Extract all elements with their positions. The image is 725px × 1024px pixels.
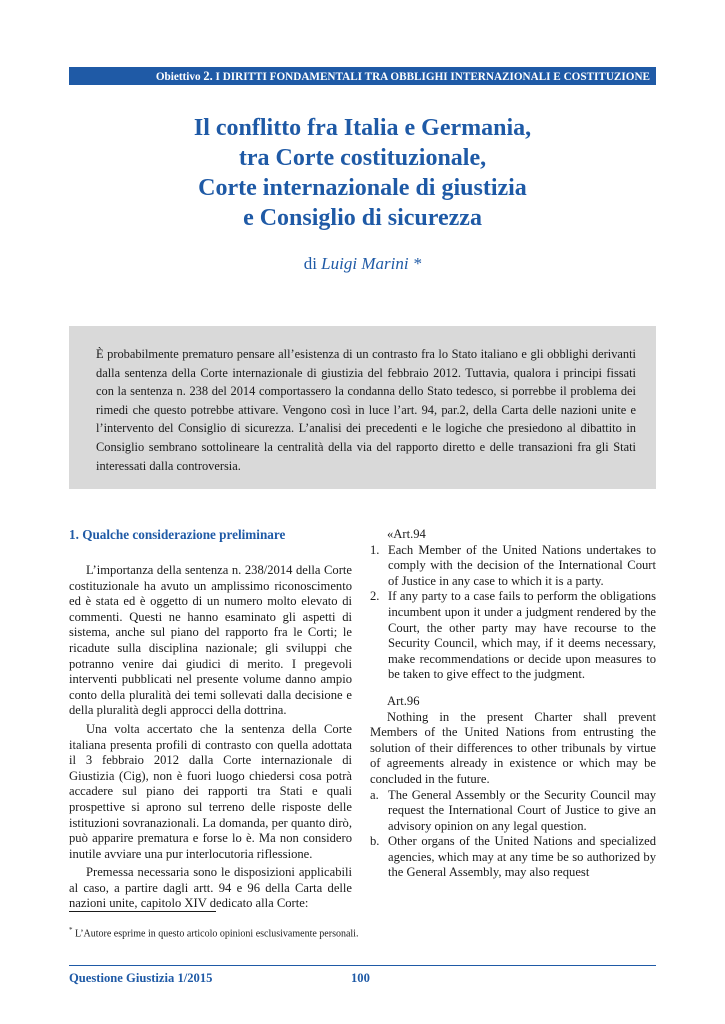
footnote-text: L’Autore esprime in questo articolo opinioni esclusivamente personali.: [75, 928, 359, 940]
byline-prefix: di: [303, 254, 317, 273]
objective-label: Obiettivo: [155, 71, 201, 83]
title-line: e Consiglio di sicurezza: [243, 205, 482, 231]
right-column: [370, 527, 656, 881]
art96-list: [370, 788, 656, 882]
list-item-text: Other organs of the United Nations and specialized agencies, which may at any time be so authorized by the General Assembly, may also request: [388, 834, 656, 880]
art94-list: [370, 543, 656, 683]
art96-intro: Nothing in the present Charter shall prevent Members of the United Nations from entrusting the solution of their differences to other tribunals by virtue of agreements already in existence or which may be concluded in the future.: [370, 709, 656, 786]
list-item-number: 1.: [370, 542, 380, 557]
footer-divider: [69, 965, 656, 966]
section-heading: 1. Qualche considerazione preliminare: [69, 527, 286, 542]
list-item: [370, 589, 656, 683]
objective-title: I DIRITTI FONDAMENTALI TRA OBBLIGHI INTERNAZIONALI E COSTITUZIONE: [215, 71, 650, 83]
body-paragraph: L’importanza della sentenza n. 238/2014 della Corte costituzionale ha avuto un amplissimo riconoscimento ed è stata ed è oggetto di un numero molto elevato di commenti. Questi ne hanno esaminato gli aspetti di sistema, anche sul piano del rapporto fra le Corti; le ricadute sulla disciplina nazionale; gli sviluppi che potranno venire dai giudici di merito. I pregevoli interventi pubblicati nel presente volume danno ampio conto della pluralità dei temi sollevati dalla decisione e della pluralità degli approcci della dottrina.: [69, 563, 352, 718]
list-item-text: The General Assembly or the Security Council may request the International Court of Justice to give an advisory opinion on any legal question.: [388, 787, 656, 833]
list-item: [370, 834, 656, 881]
list-item-number: b.: [370, 834, 380, 849]
spacer: [370, 683, 656, 694]
body-paragraph: Una volta accertato che la sentenza della Corte italiana presenta profili di contrasto con quella adottata il 3 febbraio 2012 dalla Corte internazionale di Giustizia (Cig), non è fuori luogo chiedersi cosa potrà accadere sul piano dei rapporti tra Stati e quali prospettive si aprono sul terreno delle risposte delle istituzioni sovranazionali. La domanda, per quanto dirò, può apparire prematura e forse lo è. Ma non considero inutile avviare una pur interlocutoria riflessione.: [69, 721, 352, 861]
title-line: Il conflitto fra Italia e Germania,: [193, 115, 532, 141]
list-item-number: 2.: [370, 589, 380, 604]
abstract-text: È probabilmente prematuro pensare all’esistenza di un contrasto fra lo Stato italiano e gli obblighi derivanti dalla sentenza della Corte internazionale di giustizia del febbraio 2012. Tuttavia, qualora i principi fissati con la sentenza n. 238 del 2014 comportassero la condanna dello Stato tedesco, si porrebbe il problema dei rimedi che questo potrebbe attivare. Vengono così in luce l’art. 94, par.2, della Carta delle nazioni unite e l’intervento del Consiglio di sicurezza. L’analisi dei precedenti e le logiche che presiedono al dibattito in Consiglio sembrano sottolineare la centralità della via del rapporto diretto e delle transazioni fra gli Stati interessati dalla controversia.: [96, 347, 636, 473]
abstract-box: [69, 326, 656, 489]
art96-heading: Art.96: [387, 693, 420, 708]
art94-heading: «Art.94: [387, 527, 426, 541]
body-paragraph: Premessa necessaria sono le disposizioni applicabili al caso, a partire dagli artt. 94 e 96 della Carta delle nazioni unite, capitolo XIV dedicato alla Corte:: [69, 865, 352, 911]
footnote-divider: [69, 911, 216, 912]
title-line: tra Corte costituzionale,: [238, 145, 487, 171]
byline: [69, 254, 656, 274]
page-number: 100: [351, 971, 370, 985]
author-name: Luigi Marini *: [321, 254, 422, 273]
section-header-banner: [69, 67, 656, 85]
footer-journal-title: Questione Giustizia 1/2015: [69, 971, 213, 985]
list-item-number: a.: [370, 787, 379, 802]
list-item: [370, 543, 656, 590]
title-line: Corte internazionale di giustizia: [198, 175, 527, 201]
objective-number: 2.: [203, 69, 213, 83]
list-item-text: If any party to a case fails to perform the obligations incumbent upon it under a judgment rendered by the Court, the other party may have recourse to the Security Council, which may, if it deems necessary, make recommendations or decide upon measures to be taken to give effect to the judgment.: [388, 589, 656, 682]
list-item-text: Each Member of the United Nations undertakes to comply with the decision of the International Court of Justice in any case to which it is a party.: [388, 542, 656, 588]
footnote-marker: *: [69, 926, 73, 934]
left-column: [69, 527, 352, 912]
list-item: [370, 788, 656, 835]
footnote: [69, 924, 656, 940]
article-title: [69, 113, 656, 233]
